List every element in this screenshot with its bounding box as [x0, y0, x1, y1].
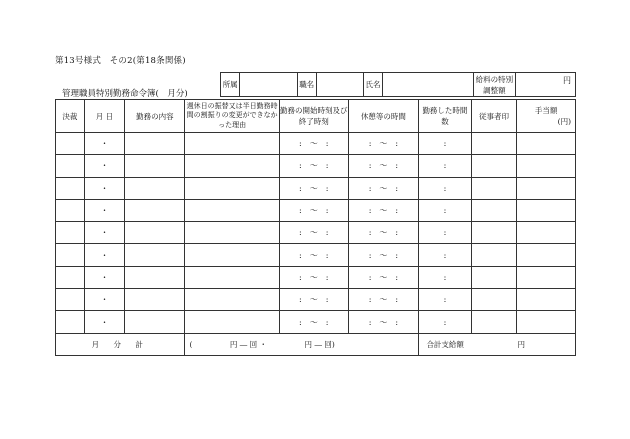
date-cell[interactable]: ・	[84, 155, 125, 177]
date-cell[interactable]: ・	[84, 133, 125, 155]
break-cell[interactable]: : 〜 :	[348, 289, 419, 311]
hours-cell[interactable]: :	[419, 311, 471, 333]
start-end-cell[interactable]: : 〜 :	[279, 311, 348, 333]
seal-cell[interactable]	[471, 289, 517, 311]
reason-cell[interactable]	[185, 311, 279, 333]
start-end-cell[interactable]: : 〜 :	[279, 199, 348, 221]
break-cell[interactable]: : 〜 :	[348, 155, 419, 177]
header-month-day: 月 日	[84, 100, 125, 133]
header-reason: 週休日の振替又は半日勤務時間の割振りの変更ができなかった理由	[185, 100, 279, 133]
header-allowance	[517, 100, 576, 133]
approval-cell[interactable]	[56, 222, 85, 244]
hours-cell[interactable]: :	[419, 222, 471, 244]
date-cell[interactable]: ・	[84, 311, 125, 333]
duty-cell[interactable]	[125, 177, 185, 199]
start-end-cell[interactable]: : 〜 :	[279, 266, 348, 288]
date-cell[interactable]: ・	[84, 222, 125, 244]
header-start-end: 勤務の開始時刻及び終了時刻	[279, 100, 348, 133]
hours-cell[interactable]: :	[419, 266, 471, 288]
duty-cell[interactable]	[125, 311, 185, 333]
date-cell[interactable]: ・	[84, 289, 125, 311]
seal-cell[interactable]	[471, 244, 517, 266]
ledger-title: 管理職員特別勤務命令簿( 月分)	[62, 89, 188, 99]
hours-cell[interactable]: :	[419, 199, 471, 221]
approval-cell[interactable]	[56, 244, 85, 266]
allowance-cell[interactable]	[517, 289, 576, 311]
approval-cell[interactable]	[56, 177, 85, 199]
header-approval: 決裁	[56, 100, 85, 133]
allowance-cell[interactable]	[517, 244, 576, 266]
approval-cell[interactable]	[56, 155, 85, 177]
title-field[interactable]	[316, 73, 363, 97]
allowance-label: 手当額	[534, 106, 558, 115]
hours-cell[interactable]: :	[419, 177, 471, 199]
seal-cell[interactable]	[471, 266, 517, 288]
duty-cell[interactable]	[125, 133, 185, 155]
header-seal: 従事者印	[471, 100, 517, 133]
table-row	[56, 133, 576, 155]
duty-cell[interactable]	[125, 289, 185, 311]
dept-label: 所属	[221, 73, 240, 97]
break-cell[interactable]: : 〜 :	[348, 266, 419, 288]
approval-cell[interactable]	[56, 199, 85, 221]
table-row	[56, 289, 576, 311]
header-break: 休憩等の時間	[348, 100, 419, 133]
reason-cell[interactable]	[185, 266, 279, 288]
date-cell[interactable]: ・	[84, 199, 125, 221]
monthly-total-label: 月 分 計	[56, 333, 185, 355]
monthly-total-formula[interactable]: ( 円 ― 回 ・ 円 ― 回)	[185, 333, 419, 355]
date-cell[interactable]: ・	[84, 266, 125, 288]
reason-cell[interactable]	[185, 244, 279, 266]
start-end-cell[interactable]: : 〜 :	[279, 222, 348, 244]
reason-cell[interactable]	[185, 199, 279, 221]
duty-cell[interactable]	[125, 244, 185, 266]
table-row	[56, 266, 576, 288]
allowance-cell[interactable]	[517, 311, 576, 333]
break-cell[interactable]: : 〜 :	[348, 222, 419, 244]
table-row	[56, 177, 576, 199]
table-row	[56, 199, 576, 221]
start-end-cell[interactable]: : 〜 :	[279, 155, 348, 177]
allowance-cell[interactable]	[517, 177, 576, 199]
name-label: 氏名	[363, 73, 382, 97]
info-table	[220, 72, 576, 97]
header-hours: 勤務した時間数	[419, 100, 471, 133]
hours-cell[interactable]: :	[419, 289, 471, 311]
allowance-unit: (円)	[557, 117, 571, 126]
seal-cell[interactable]	[471, 199, 517, 221]
name-field[interactable]	[383, 73, 474, 97]
allowance-cell[interactable]	[517, 133, 576, 155]
seal-cell[interactable]	[471, 133, 517, 155]
date-cell[interactable]: ・	[84, 177, 125, 199]
duty-cell[interactable]	[125, 266, 185, 288]
start-end-cell[interactable]: : 〜 :	[279, 133, 348, 155]
header-duty-content: 勤務の内容	[125, 100, 185, 133]
approval-cell[interactable]	[56, 311, 85, 333]
reason-cell[interactable]	[185, 289, 279, 311]
start-end-cell[interactable]: : 〜 :	[279, 289, 348, 311]
seal-cell[interactable]	[471, 311, 517, 333]
seal-cell[interactable]	[471, 222, 517, 244]
dept-field[interactable]	[240, 73, 297, 97]
seal-cell[interactable]	[471, 155, 517, 177]
reason-cell[interactable]	[185, 177, 279, 199]
hours-cell[interactable]: :	[419, 244, 471, 266]
break-cell[interactable]: : 〜 :	[348, 244, 419, 266]
form-number: 第13号様式 その2(第18条関係)	[55, 56, 186, 66]
duty-cell[interactable]	[125, 155, 185, 177]
grand-total-value[interactable]: 円	[471, 333, 575, 355]
table-row	[56, 311, 576, 333]
reason-cell[interactable]	[185, 155, 279, 177]
date-cell[interactable]: ・	[84, 244, 125, 266]
reason-cell[interactable]	[185, 133, 279, 155]
duty-cell[interactable]	[125, 222, 185, 244]
pay-adjustment-label: 給料の特別調整額	[473, 73, 515, 97]
approval-cell[interactable]	[56, 289, 85, 311]
break-cell[interactable]: : 〜 :	[348, 177, 419, 199]
allowance-cell[interactable]	[517, 266, 576, 288]
break-cell[interactable]: : 〜 :	[348, 199, 419, 221]
allowance-cell[interactable]	[517, 199, 576, 221]
table-row	[56, 244, 576, 266]
approval-cell[interactable]	[56, 133, 85, 155]
allowance-cell[interactable]	[517, 155, 576, 177]
start-end-cell[interactable]: : 〜 :	[279, 244, 348, 266]
break-cell[interactable]: : 〜 :	[348, 311, 419, 333]
break-cell[interactable]: : 〜 :	[348, 133, 419, 155]
table-row	[56, 222, 576, 244]
hours-cell[interactable]: :	[419, 133, 471, 155]
start-end-cell[interactable]: : 〜 :	[279, 177, 348, 199]
pay-adjustment-field[interactable]: 円	[515, 73, 575, 97]
hours-cell[interactable]: :	[419, 155, 471, 177]
title-label: 職名	[297, 73, 316, 97]
allowance-cell[interactable]	[517, 222, 576, 244]
seal-cell[interactable]	[471, 177, 517, 199]
duty-cell[interactable]	[125, 199, 185, 221]
reason-cell[interactable]	[185, 222, 279, 244]
summary-row	[56, 333, 576, 355]
table-row	[56, 155, 576, 177]
approval-cell[interactable]	[56, 266, 85, 288]
grand-total-label: 合計支給額	[419, 333, 471, 355]
duty-table	[55, 99, 576, 356]
